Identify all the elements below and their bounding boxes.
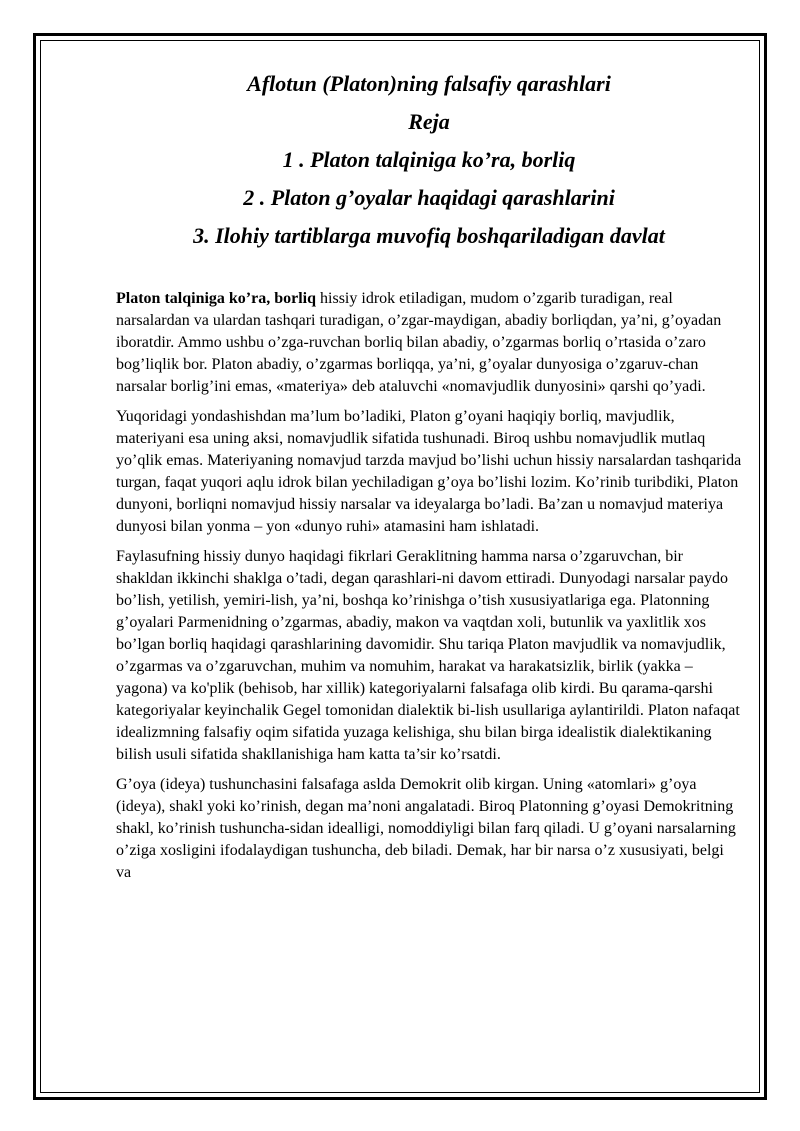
paragraph-4 xyxy=(116,774,742,884)
paragraph-2 xyxy=(116,406,742,538)
paragraph-text: hissiy idrok etiladigan, mudom o’zgarib turadigan, real narsalardan va ulardan tashqari turadigan, o’zgar-maydigan, abadiy borliqdan, ya’ni, g’oyadan iboratdir. Ammo ushbu o’zga-ruvchan borliq bilan abadiy, o’zgarmas borliq o’rtasida o’zaro bog’liqlik bor. Platon abadiy, o’zgarmas borliqqa, ya’ni, g’oyalar dunyosiga o’zgaruv-chan narsalar borlig’ini emas, «materiya» deb ataluvchi «nomavjudlik dunyosini» qarshi qo’yadi. xyxy=(116,290,722,395)
paragraph-lead: Platon talqiniga ko’ra, borliq xyxy=(116,290,317,307)
paragraph-text: Faylasufning hissiy dunyo haqidagi fikrlari Geraklitning hamma narsa o’zgaruvchan, bir shakldan ikkinchi shaklga o’tadi, degan qarashlari-ni davom ettiradi. Dunyodagi narsalar paydo bo’lish, yetilish, yemiri-lish, ya’ni, boshqa ko’rinishga o’tish xususiyatlariga ega. Platonning g’oyalari Parmenidning o’zgarmas, abadiy, makon va vaqtdan xoli, butunlik va yaxlitlik xos bo’lgan borliq haqidagi qarashlarining davomidir. Shu tariqa Platon mavjudlik va nomavjudlik, o’zgarmas va o’zgaruvchan, muhim va nomuhim, harakat va harakatsizlik, birlik (yakka – yagona) va ko'plik (behisob, har xillik) kategoriyalarni falsafaga olib kirdi. Bu qarama-qarshi kategoriyalar keyinchalik Gegel tomonidan dialektik bi-lish usullariga aylantirildi. Platon nafaqat idealizmning falsafiy oqim sifatida yuzaga kelishiga, shu bilan birga idealistik dialektikaning bilish usuli sifatida shakllanishiga ham katta ta’sir ko’rsatdi. xyxy=(116,548,740,763)
plan-label: Reja xyxy=(408,109,450,134)
paragraph-text: Yuqoridagi yondashishdan ma’lum bo’ladiki, Platon g’oyani haqiqiy borliq, mavjudlik, materiyani esa uning aksi, nomavjudlik sifatida tushunadi. Biroq ushbu nomavjudlik mutlaq yo’qlik emas. Materiyaning nomavjud tarzda mavjud bo’lishi uchun hissiy narsalardan tashqarida turgan, faqat yuqori aqlu idrok bilan yechiladigan g’oya bo’lishi lozim. Ko’rinib turibdiki, Platon dunyoni, borliqni nomavjud hissiy narsalar va ideyalarga bo’ladi. Ba’zan u nomavjud materiya dunyosi bilan yonma – yon «dunyo ruhi» atamasini ham ishlatadi. xyxy=(116,408,742,535)
document-title: Aflotun (Platon)ning falsafiy qarashlari xyxy=(247,71,611,96)
document-content xyxy=(116,70,742,892)
body-text xyxy=(116,288,742,884)
paragraph-3 xyxy=(116,546,742,766)
plan-item-3: 3. Ilohiy tartiblarga muvofiq boshqariladigan davlat xyxy=(193,223,665,248)
heading-block xyxy=(116,70,742,250)
paragraph-text: G’oya (ideya) tushunchasini falsafaga aslda Demokrit olib kirgan. Uning «atomlari» g’oya (ideya), shakl yoki ko’rinish, degan ma’noni angalatadi. Biroq Platonning g’oyasi Demokritning shakl, ko’rinish tushuncha-sidan idealligi, nomoddiyligi bilan farq qiladi. U g’oyani narsalarning o’ziga xosligini ifodalaydigan tushuncha, deb biladi. Demak, har bir narsa o’z xususiyati, belgi va xyxy=(116,776,736,881)
plan-item-2: 2 . Platon g’oyalar haqidagi qarashlarini xyxy=(243,185,615,210)
paragraph-1 xyxy=(116,288,742,398)
plan-item-1: 1 . Platon talqiniga ko’ra, borliq xyxy=(282,147,576,172)
